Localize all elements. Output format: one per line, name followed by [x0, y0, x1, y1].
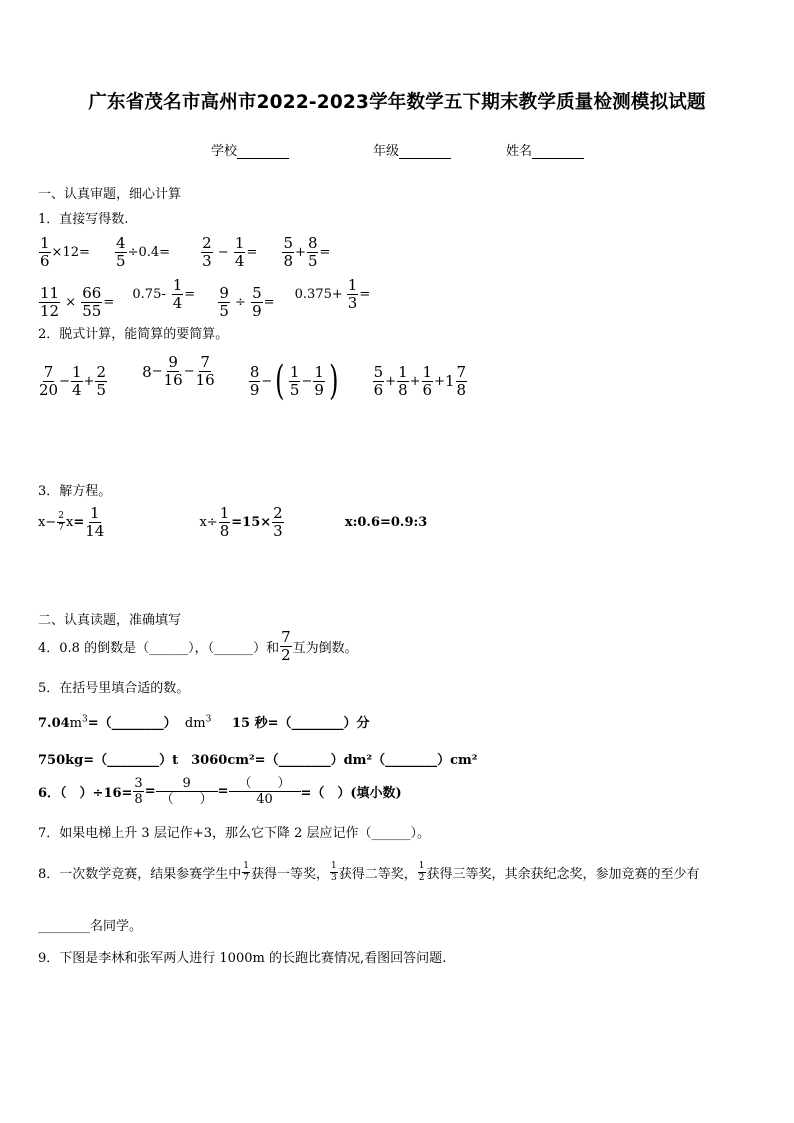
math-term: 16	[195, 371, 215, 389]
math-term: 8	[142, 362, 152, 381]
math-term: x÷	[199, 515, 218, 530]
math-term: 9	[314, 380, 324, 399]
fraction	[330, 862, 338, 883]
math-expression: +	[295, 245, 306, 260]
math-term: 5	[252, 284, 262, 302]
math-term: 0.75-	[132, 287, 166, 302]
math-term: 8	[307, 234, 318, 252]
math-term: 9	[252, 302, 262, 320]
math-term: 20	[39, 380, 59, 399]
math-term: 8．一次数学竞赛，结果参赛学生中	[38, 867, 242, 882]
math-term: 5	[307, 252, 318, 270]
math-term: 7	[58, 523, 64, 533]
q1-row-1	[38, 236, 330, 269]
math-term: dm	[184, 716, 206, 731]
math-term: x:0.6=0.9:3	[344, 515, 428, 530]
grade-field	[373, 140, 451, 159]
math-term: x	[65, 515, 74, 530]
question-9: 9．下图是李林和张军两人进行 1000m 的长跑比赛情况,看图回答问题.	[38, 951, 447, 966]
math-term: 1	[40, 234, 50, 252]
math-term: 4	[172, 294, 183, 312]
math-term: =（________）	[87, 716, 177, 731]
math-expression: )	[329, 358, 339, 404]
math-term: 4	[234, 252, 245, 270]
math-term: 66	[82, 284, 102, 302]
math-term: 1	[331, 861, 337, 871]
math-expression	[38, 630, 358, 663]
math-expression: =	[359, 287, 371, 302]
question-5: 5．在括号里填合适的数。	[38, 681, 190, 696]
question-1: 1．直接写得数.	[38, 212, 129, 227]
fraction	[347, 278, 359, 311]
math-term: 40	[256, 792, 273, 807]
fraction	[219, 506, 231, 539]
fraction	[230, 777, 300, 806]
math-term: 9	[168, 353, 178, 371]
math-term: 8	[249, 362, 260, 381]
q3-row	[38, 506, 427, 539]
math-term: 1	[243, 861, 250, 871]
fraction	[289, 362, 301, 399]
math-term: 2	[58, 511, 64, 521]
math-term: 1	[418, 861, 425, 871]
grade-label: 年级	[373, 144, 400, 159]
fraction	[39, 362, 59, 399]
math-term: 7	[281, 628, 291, 646]
math-term: =（ ）(填小数)	[300, 786, 402, 801]
math-term: 14	[85, 522, 105, 540]
fraction	[272, 506, 284, 539]
math-term: 2	[418, 873, 425, 883]
math-term: 获得三等奖，其余获纪念奖，参加竞赛的至少有	[426, 867, 700, 882]
math-expression: +	[83, 373, 95, 389]
math-term: 3	[331, 873, 337, 883]
math-term: 9	[219, 284, 229, 302]
math-term: 11	[40, 284, 60, 302]
fraction	[456, 362, 468, 399]
math-term: ÷0.4=	[127, 245, 171, 260]
math-term: 4	[116, 234, 126, 252]
math-expression	[199, 506, 284, 539]
math-term: 2	[202, 234, 212, 252]
fraction	[172, 278, 184, 311]
math-expression	[38, 506, 105, 539]
math-term: 4．0.8 的倒数是（______），（______）和	[38, 641, 280, 656]
math-term: 1	[234, 234, 245, 252]
section-2-heading: 二、认真读题，准确填写	[38, 613, 182, 628]
fraction	[95, 362, 107, 399]
math-expression	[372, 362, 468, 399]
math-term: m	[69, 716, 82, 731]
math-expression: ÷	[230, 295, 251, 310]
q2-row	[38, 353, 468, 404]
math-term: 5	[283, 234, 294, 252]
fraction	[71, 362, 83, 399]
math-term: 2	[273, 504, 283, 522]
fraction	[242, 862, 250, 883]
math-term: 9	[249, 380, 260, 399]
math-term: 3	[273, 522, 283, 540]
fraction	[133, 777, 143, 806]
math-term: 2	[96, 362, 106, 381]
math-term: 1	[422, 362, 433, 381]
math-expression: −	[261, 373, 273, 389]
math-term: 12	[40, 302, 60, 320]
math-term: 5	[219, 302, 229, 320]
fraction	[422, 362, 434, 399]
math-term: 2	[281, 646, 291, 664]
fraction	[196, 355, 215, 388]
question-8-line-2: ________名同学。	[38, 919, 143, 934]
math-expression: (	[275, 358, 285, 404]
question-6	[38, 777, 402, 806]
math-term: （ ）	[160, 792, 213, 807]
math-term: 1	[90, 504, 100, 522]
math-term: 8	[219, 522, 230, 540]
math-expression	[114, 236, 170, 269]
math-expression	[142, 355, 216, 388]
math-term: 1	[445, 372, 455, 390]
math-expression: +	[385, 373, 397, 389]
math-expression: =	[319, 245, 331, 260]
math-term: 7	[456, 362, 467, 381]
math-term: 7	[243, 873, 250, 883]
q5-row-2: 750kg=（________）t 3060cm²=（________）dm²（________）cm²	[38, 753, 478, 768]
question-8	[38, 862, 700, 883]
fraction	[251, 286, 263, 319]
math-term: 6	[40, 252, 50, 270]
fraction	[307, 236, 319, 269]
name-blank[interactable]	[532, 144, 584, 159]
math-term: 9	[156, 777, 218, 792]
math-term: 0.375+	[294, 287, 343, 302]
fraction	[282, 236, 294, 269]
math-expression	[248, 358, 342, 404]
question-7: 7．如果电梯上升 3 层记作+3，那么它下降 2 层应记作（______）。	[38, 826, 431, 841]
math-expression: 3	[205, 714, 212, 725]
fraction	[157, 777, 217, 806]
math-term: 3	[202, 252, 212, 270]
math-term: 3	[134, 776, 143, 791]
fraction	[280, 630, 292, 663]
math-term: ×12=	[51, 245, 90, 260]
fraction	[373, 362, 385, 399]
math-term: 1	[172, 276, 183, 294]
math-term: 1	[289, 362, 300, 381]
page-title: 广东省茂名市高州市2022-2023学年数学五下期末教学质量检测模拟试题	[88, 92, 706, 113]
math-expression	[38, 286, 114, 319]
math-expression	[38, 777, 402, 806]
q1-row-2	[38, 278, 370, 319]
question-4	[38, 630, 358, 663]
math-term: 8	[398, 380, 408, 399]
name-field	[506, 140, 584, 159]
math-expression	[281, 236, 330, 269]
math-term: −	[45, 515, 57, 530]
math-term: x	[38, 515, 46, 530]
math-term: 7	[43, 362, 54, 381]
math-expression	[38, 362, 108, 399]
math-term: 15 秒=（________）分	[231, 716, 370, 731]
math-expression	[295, 278, 371, 311]
math-term: 5	[373, 362, 384, 381]
math-term: 1	[219, 504, 230, 522]
math-expression	[38, 236, 90, 269]
fraction	[81, 286, 102, 319]
math-term: 8	[456, 380, 467, 399]
question-2: 2．脱式计算，能简算的要简算。	[38, 327, 229, 342]
q5-row-1	[38, 712, 369, 731]
question-3: 3．解方程。	[38, 484, 112, 499]
math-expression	[132, 278, 195, 311]
math-term: =	[217, 784, 229, 799]
math-term: =	[73, 515, 85, 530]
math-term: 获得一等奖，	[251, 867, 330, 882]
school-field	[211, 140, 289, 159]
math-expression: +	[434, 373, 445, 389]
math-term: 1	[398, 362, 408, 381]
math-term: 3	[347, 294, 358, 312]
math-expression: −	[301, 373, 313, 389]
math-term: 8	[283, 252, 294, 270]
section-1-heading: 一、认真审题，细心计算	[38, 187, 182, 202]
math-expression: =	[103, 295, 115, 310]
name-label: 姓名	[506, 144, 533, 159]
fraction	[418, 862, 426, 883]
math-term: 1	[314, 362, 324, 381]
math-expression	[217, 286, 274, 319]
math-term: 5	[289, 380, 300, 399]
math-term: 16	[163, 371, 183, 389]
math-term: 7.04	[38, 716, 70, 731]
math-term: （ ）	[229, 777, 301, 792]
math-term: 5	[96, 380, 106, 399]
fraction	[85, 506, 104, 539]
fraction	[313, 362, 325, 399]
fraction	[249, 362, 261, 399]
math-term: 6	[373, 380, 384, 399]
math-term: 6	[422, 380, 433, 399]
fraction	[39, 236, 51, 269]
math-expression: =	[263, 295, 275, 310]
math-expression	[200, 236, 257, 269]
math-term: 获得二等奖，	[338, 867, 417, 882]
math-term: =	[144, 784, 156, 799]
math-term: 4	[72, 380, 82, 399]
math-expression	[38, 862, 700, 883]
grade-blank[interactable]	[399, 144, 451, 159]
math-expression: −	[183, 364, 195, 379]
fraction	[57, 512, 65, 533]
math-expression: =	[184, 287, 196, 302]
fraction	[115, 236, 127, 269]
math-expression: ×	[61, 295, 81, 310]
math-term: 8	[134, 792, 143, 807]
math-term: 1	[347, 276, 358, 294]
fraction	[234, 236, 246, 269]
school-blank[interactable]	[237, 144, 289, 159]
math-expression: −	[213, 245, 233, 260]
math-term: 1	[72, 362, 82, 381]
fraction	[164, 355, 183, 388]
math-term: 7	[200, 353, 210, 371]
math-expression: −	[59, 373, 70, 389]
fraction	[397, 362, 409, 399]
math-term: 互为倒数。	[292, 641, 358, 656]
fraction	[201, 236, 213, 269]
fraction	[39, 286, 60, 319]
math-term: =15×	[231, 515, 272, 530]
fraction	[218, 286, 230, 319]
math-term: 5	[116, 252, 126, 270]
math-term: 55	[82, 302, 102, 320]
math-expression: +	[409, 373, 421, 389]
math-expression: −	[151, 364, 163, 379]
math-expression	[345, 515, 428, 530]
math-term: 6．（ ）÷16=	[38, 786, 133, 801]
school-label: 学校	[211, 144, 238, 159]
math-expression: =	[246, 245, 258, 260]
math-expression: 3	[82, 714, 88, 725]
